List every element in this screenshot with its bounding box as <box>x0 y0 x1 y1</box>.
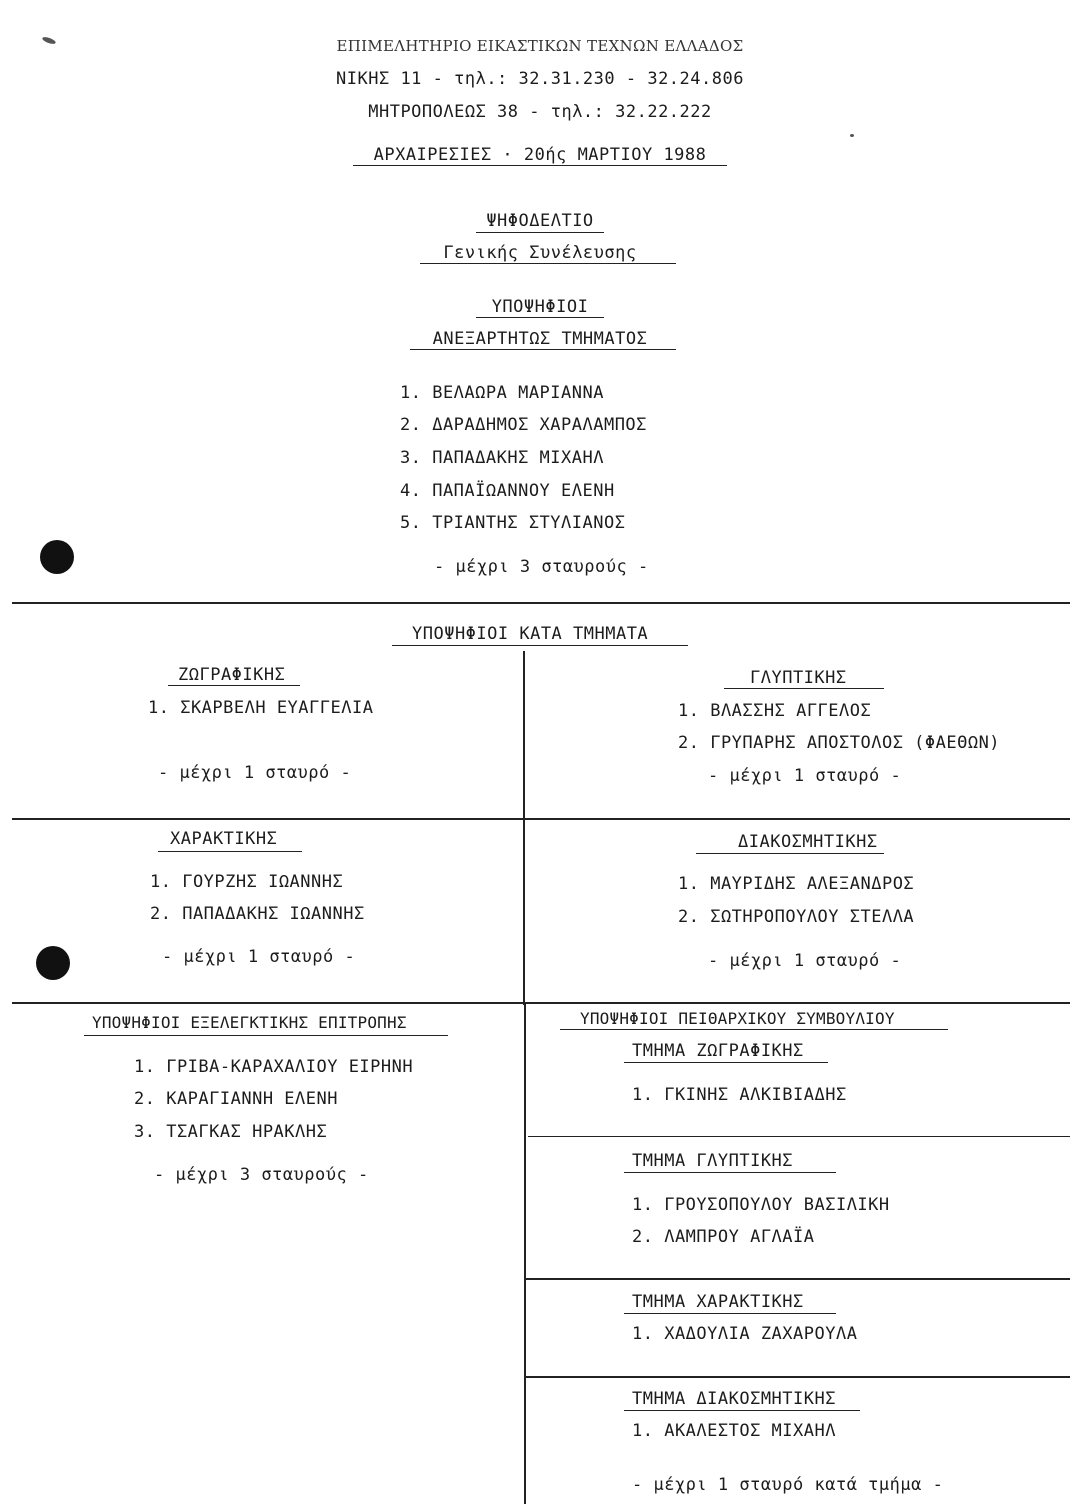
ballot-subtitle: Γενικής Συνέλευσης <box>443 243 637 263</box>
list-item: 1. ΓΡΙΒΑ-ΚΑΡΑΧΑΛΙΟΥ ΕΙΡΗΝΗ <box>134 1057 414 1077</box>
scan-speck <box>850 134 854 137</box>
subsection-divider <box>526 1278 1070 1280</box>
chamber-name: ΕΠΙΜΕΛΗΤΗΡΙΟ ΕΙΚΑΣΤΙΚΩΝ ΤΕΧΝΩΝ ΕΛΛΑΔΟΣ <box>336 37 744 55</box>
independent-subtitle-underline <box>410 349 676 350</box>
section-divider <box>12 1002 1070 1004</box>
list-item: 2. ΠΑΠΑΔΑΚΗΣ ΙΩΑΝΝΗΣ <box>150 904 365 924</box>
disciplinary-engraving-title: ΤΜΗΜΑ ΧΑΡΑΚΤΙΚΗΣ <box>632 1292 804 1312</box>
list-item: 5. ΤΡΙΑΝΤΗΣ ΣΤΥΛΙΑΝΟΣ <box>400 513 626 533</box>
list-item: 3. ΠΑΠΑΔΑΚΗΣ ΜΙΧΑΗΛ <box>400 448 604 468</box>
disciplinary-sculpture-title: ΤΜΗΜΑ ΓΛΥΠΤΙΚΗΣ <box>632 1151 794 1171</box>
list-item: 1. ΣΚΑΡΒΕΛΗ ΕΥΑΓΓΕΛΙΑ <box>148 698 374 718</box>
list-item: 2. ΚΑΡΑΓΙΑΝΝΗ ΕΛΕΝΗ <box>134 1089 338 1109</box>
section-divider <box>12 818 1070 820</box>
disciplinary-engraving-underline <box>624 1313 836 1314</box>
column-divider <box>523 651 525 1005</box>
vote-limit: - μέχρι 3 σταυρούς - <box>154 1165 369 1185</box>
by-department-underline <box>392 645 688 646</box>
sculpture-underline <box>724 688 884 689</box>
disciplinary-decorative-underline <box>624 1410 860 1411</box>
ballot-title-underline <box>476 232 604 233</box>
vote-limit: - μέχρι 1 σταυρό - <box>708 766 902 786</box>
sculpture-title: ΓΛΥΠΤΙΚΗΣ <box>750 668 847 688</box>
punch-hole <box>36 946 70 980</box>
painting-title: ΖΩΓΡΑΦΙΚΗΣ <box>178 665 286 685</box>
disciplinary-underline <box>560 1029 948 1030</box>
disciplinary-painting-underline <box>624 1062 828 1063</box>
independent-title-underline <box>476 317 604 318</box>
list-item: 1. ΓΟΥΡΖΗΣ ΙΩΑΝΝΗΣ <box>150 872 344 892</box>
decorative-underline <box>696 853 884 854</box>
list-item: 1. ΧΑΔΟΥΛΙΑ ΖΑΧΑΡΟΥΛΑ <box>632 1324 858 1344</box>
list-item: 2. ΓΡΥΠΑΡΗΣ ΑΠΟΣΤΟΛΟΣ (ΦΑΕΘΩΝ) <box>678 733 1001 753</box>
disciplinary-decorative-title: ΤΜΗΜΑ ΔΙΑΚΟΣΜΗΤΙΚΗΣ <box>632 1389 836 1409</box>
vote-limit: - μέχρι 1 σταυρό κατά τμήμα - <box>632 1475 944 1495</box>
vote-limit: - μέχρι 3 σταυρούς - <box>434 557 649 577</box>
election-date: ΑΡΧΑΙΡΕΣΙΕΣ · 20ής ΜΑΡΤΙΟΥ 1988 <box>373 145 707 165</box>
list-item: 1. ΒΛΑΣΣΗΣ ΑΓΓΕΛΟΣ <box>678 701 872 721</box>
independent-subtitle: ΑΝΕΞΑΡΤΗΤΩΣ ΤΜΗΜΑΤΟΣ <box>432 329 648 349</box>
list-item: 1. ΓΚΙΝΗΣ ΑΛΚΙΒΙΑΔΗΣ <box>632 1085 847 1105</box>
painting-underline <box>168 685 300 686</box>
disciplinary-title: ΥΠΟΨΗΦΙΟΙ ΠΕΙΘΑΡΧΙΚΟΥ ΣΥΜΒΟΥΛΙΟΥ <box>580 1009 895 1028</box>
vote-limit: - μέχρι 1 σταυρό - <box>158 763 352 783</box>
independent-title: ΥΠΟΨΗΦΙΟΙ <box>491 297 589 317</box>
list-item: 2. ΔΑΡΑΔΗΜΟΣ ΧΑΡΑΛΑΜΠΟΣ <box>400 415 647 435</box>
list-item: 1. ΑΚΑΛΕΣΤΟΣ ΜΙΧΑΗΛ <box>632 1421 836 1441</box>
engraving-underline <box>158 851 302 852</box>
engraving-title: ΧΑΡΑΚΤΙΚΗΣ <box>170 829 278 849</box>
section-divider <box>12 602 1070 604</box>
ballot-subtitle-underline <box>420 263 676 264</box>
election-underline <box>353 165 727 166</box>
subsection-divider <box>526 1376 1070 1378</box>
disciplinary-painting-title: ΤΜΗΜΑ ΖΩΓΡΑΦΙΚΗΣ <box>632 1041 804 1061</box>
list-item: 2. ΛΑΜΠΡΟΥ ΑΓΛΑΪΑ <box>632 1227 815 1247</box>
vote-limit: - μέχρι 1 σταυρό - <box>162 947 356 967</box>
audit-underline <box>84 1035 448 1036</box>
decorative-title: ΔΙΑΚΟΣΜΗΤΙΚΗΣ <box>738 832 878 852</box>
audit-title: ΥΠΟΨΗΦΙΟΙ ΕΞΕΛΕΓΚΤΙΚΗΣ ΕΠΙΤΡΟΠΗΣ <box>92 1013 407 1032</box>
list-item: 1. ΒΕΛΑΩΡΑ ΜΑΡΙΑΝΝΑ <box>400 383 604 403</box>
list-item: 3. ΤΣΑΓΚΑΣ ΗΡΑΚΛΗΣ <box>134 1122 328 1142</box>
column-divider <box>524 1004 526 1504</box>
list-item: 4. ΠΑΠΑΪΩΑΝΝΟΥ ΕΛΕΝΗ <box>400 481 615 501</box>
list-item: 2. ΣΩΤΗΡΟΠΟΥΛΟΥ ΣΤΕΛΛΑ <box>678 907 915 927</box>
list-item: 1. ΜΑΥΡΙΔΗΣ ΑΛΕΞΑΝΔΡΟΣ <box>678 874 915 894</box>
list-item: 1. ΓΡΟΥΣΟΠΟΥΛΟΥ ΒΑΣΙΛΙΚΗ <box>632 1195 890 1215</box>
subsection-divider <box>528 1136 1070 1137</box>
vote-limit: - μέχρι 1 σταυρό - <box>708 951 902 971</box>
punch-hole <box>40 540 74 574</box>
ballot-title: ΨΗΦΟΔΕΛΤΙΟ <box>486 211 594 231</box>
by-department-title: ΥΠΟΨΗΦΙΟΙ ΚΑΤΑ ΤΜΗΜΑΤΑ <box>412 624 649 644</box>
address-line-2: ΜΗΤΡΟΠΟΛΕΩΣ 38 - τηλ.: 32.22.222 <box>368 102 712 122</box>
address-line-1: ΝΙΚΗΣ 11 - τηλ.: 32.31.230 - 32.24.806 <box>336 69 744 89</box>
disciplinary-sculpture-underline <box>624 1172 836 1173</box>
